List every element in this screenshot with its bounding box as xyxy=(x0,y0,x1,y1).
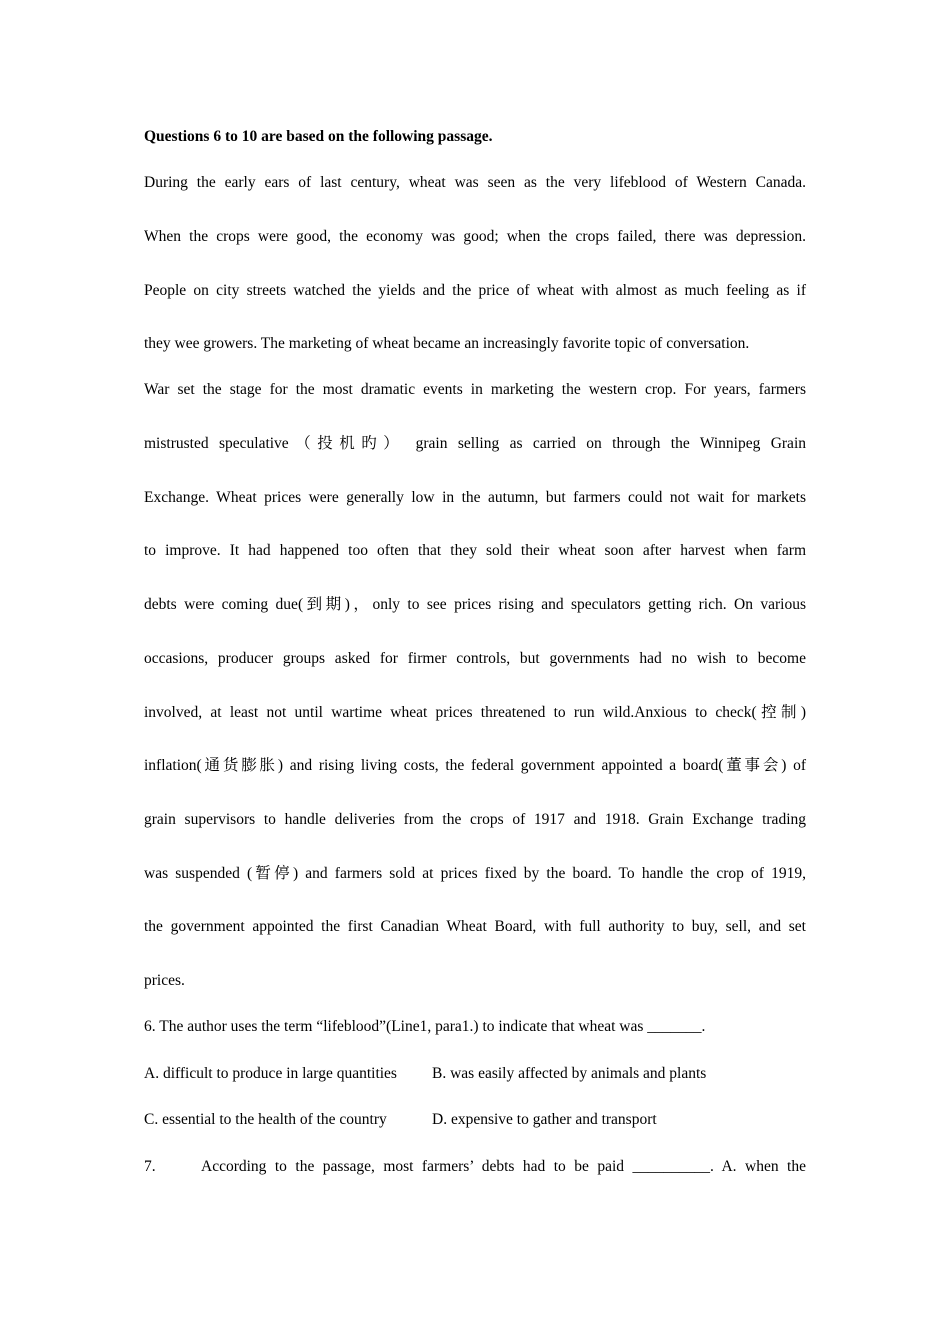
paragraph2-line-5: debts were coming due(到期)，only to see prices rising and speculators getting rich. On various xyxy=(144,596,806,613)
paragraph2-line-6: occasions, producer groups asked for firmer controls, but governments had no wish to become xyxy=(144,650,806,667)
question6-option-b: B. was easily affected by animals and plants xyxy=(432,1065,707,1082)
paragraph2-line-2: mistrusted speculative（投机旳） grain selling as carried on through the Winnipeg Grain xyxy=(144,435,806,452)
question6-options-row-2 xyxy=(144,1110,806,1130)
question6-option-c: C. essential to the health of the country xyxy=(144,1111,387,1128)
paragraph2-line-9: grain supervisors to handle deliveries from the crops of 1917 and 1918. Grain Exchange trading xyxy=(144,811,806,828)
paragraph2-line-4: to improve. It had happened too often that they sold their wheat soon after harvest when farm xyxy=(144,542,806,559)
paragraph2-line-3: Exchange. Wheat prices were generally low in the autumn, but farmers could not wait for markets xyxy=(144,489,806,506)
question7 xyxy=(144,1157,806,1177)
paragraph2-line-8: inflation(通货膨胀) and rising living costs, the federal government appointed a board(董事会) of xyxy=(144,757,806,774)
question7-text: According to the passage, most farmers’ debts had to be paid __________. A. when the xyxy=(201,1158,806,1175)
paragraph2-line-10: was suspended (暂停) and farmers sold at prices fixed by the board. To handle the crop of 1919, xyxy=(144,865,806,882)
passage-heading: Questions 6 to 10 are based on the following passage. xyxy=(144,128,493,145)
question6-option-a: A. difficult to produce in large quantities xyxy=(144,1065,397,1082)
paragraph1-line-4: they wee growers. The marketing of wheat became an increasingly favorite topic of conversation. xyxy=(144,335,750,352)
paragraph2-line-11: the government appointed the first Canadian Wheat Board, with full authority to buy, sell, and set xyxy=(144,918,806,935)
paragraph2-line-7: involved, at least not until wartime wheat prices threatened to run wild.Anxious to check(控制) xyxy=(144,704,806,721)
paragraph2-line-1: War set the stage for the most dramatic events in marketing the western crop. For years, farmers xyxy=(144,381,806,398)
paragraph2-line-12: prices. xyxy=(144,972,185,989)
paragraph1-line-2: When the crops were good, the economy was good; when the crops failed, there was depression. xyxy=(144,228,806,245)
question6-stem: 6. The author uses the term “lifeblood”(Line1, para1.) to indicate that wheat was _______. xyxy=(144,1018,706,1035)
question6-options-row-1 xyxy=(144,1064,806,1084)
question6-option-d: D. expensive to gather and transport xyxy=(432,1111,657,1128)
paragraph1-line-3: People on city streets watched the yields and the price of wheat with almost as much feeling as if xyxy=(144,282,806,299)
paragraph1-line-1: During the early ears of last century, wheat was seen as the very lifeblood of Western Canada. xyxy=(144,174,806,191)
question7-number: 7. xyxy=(144,1158,156,1175)
